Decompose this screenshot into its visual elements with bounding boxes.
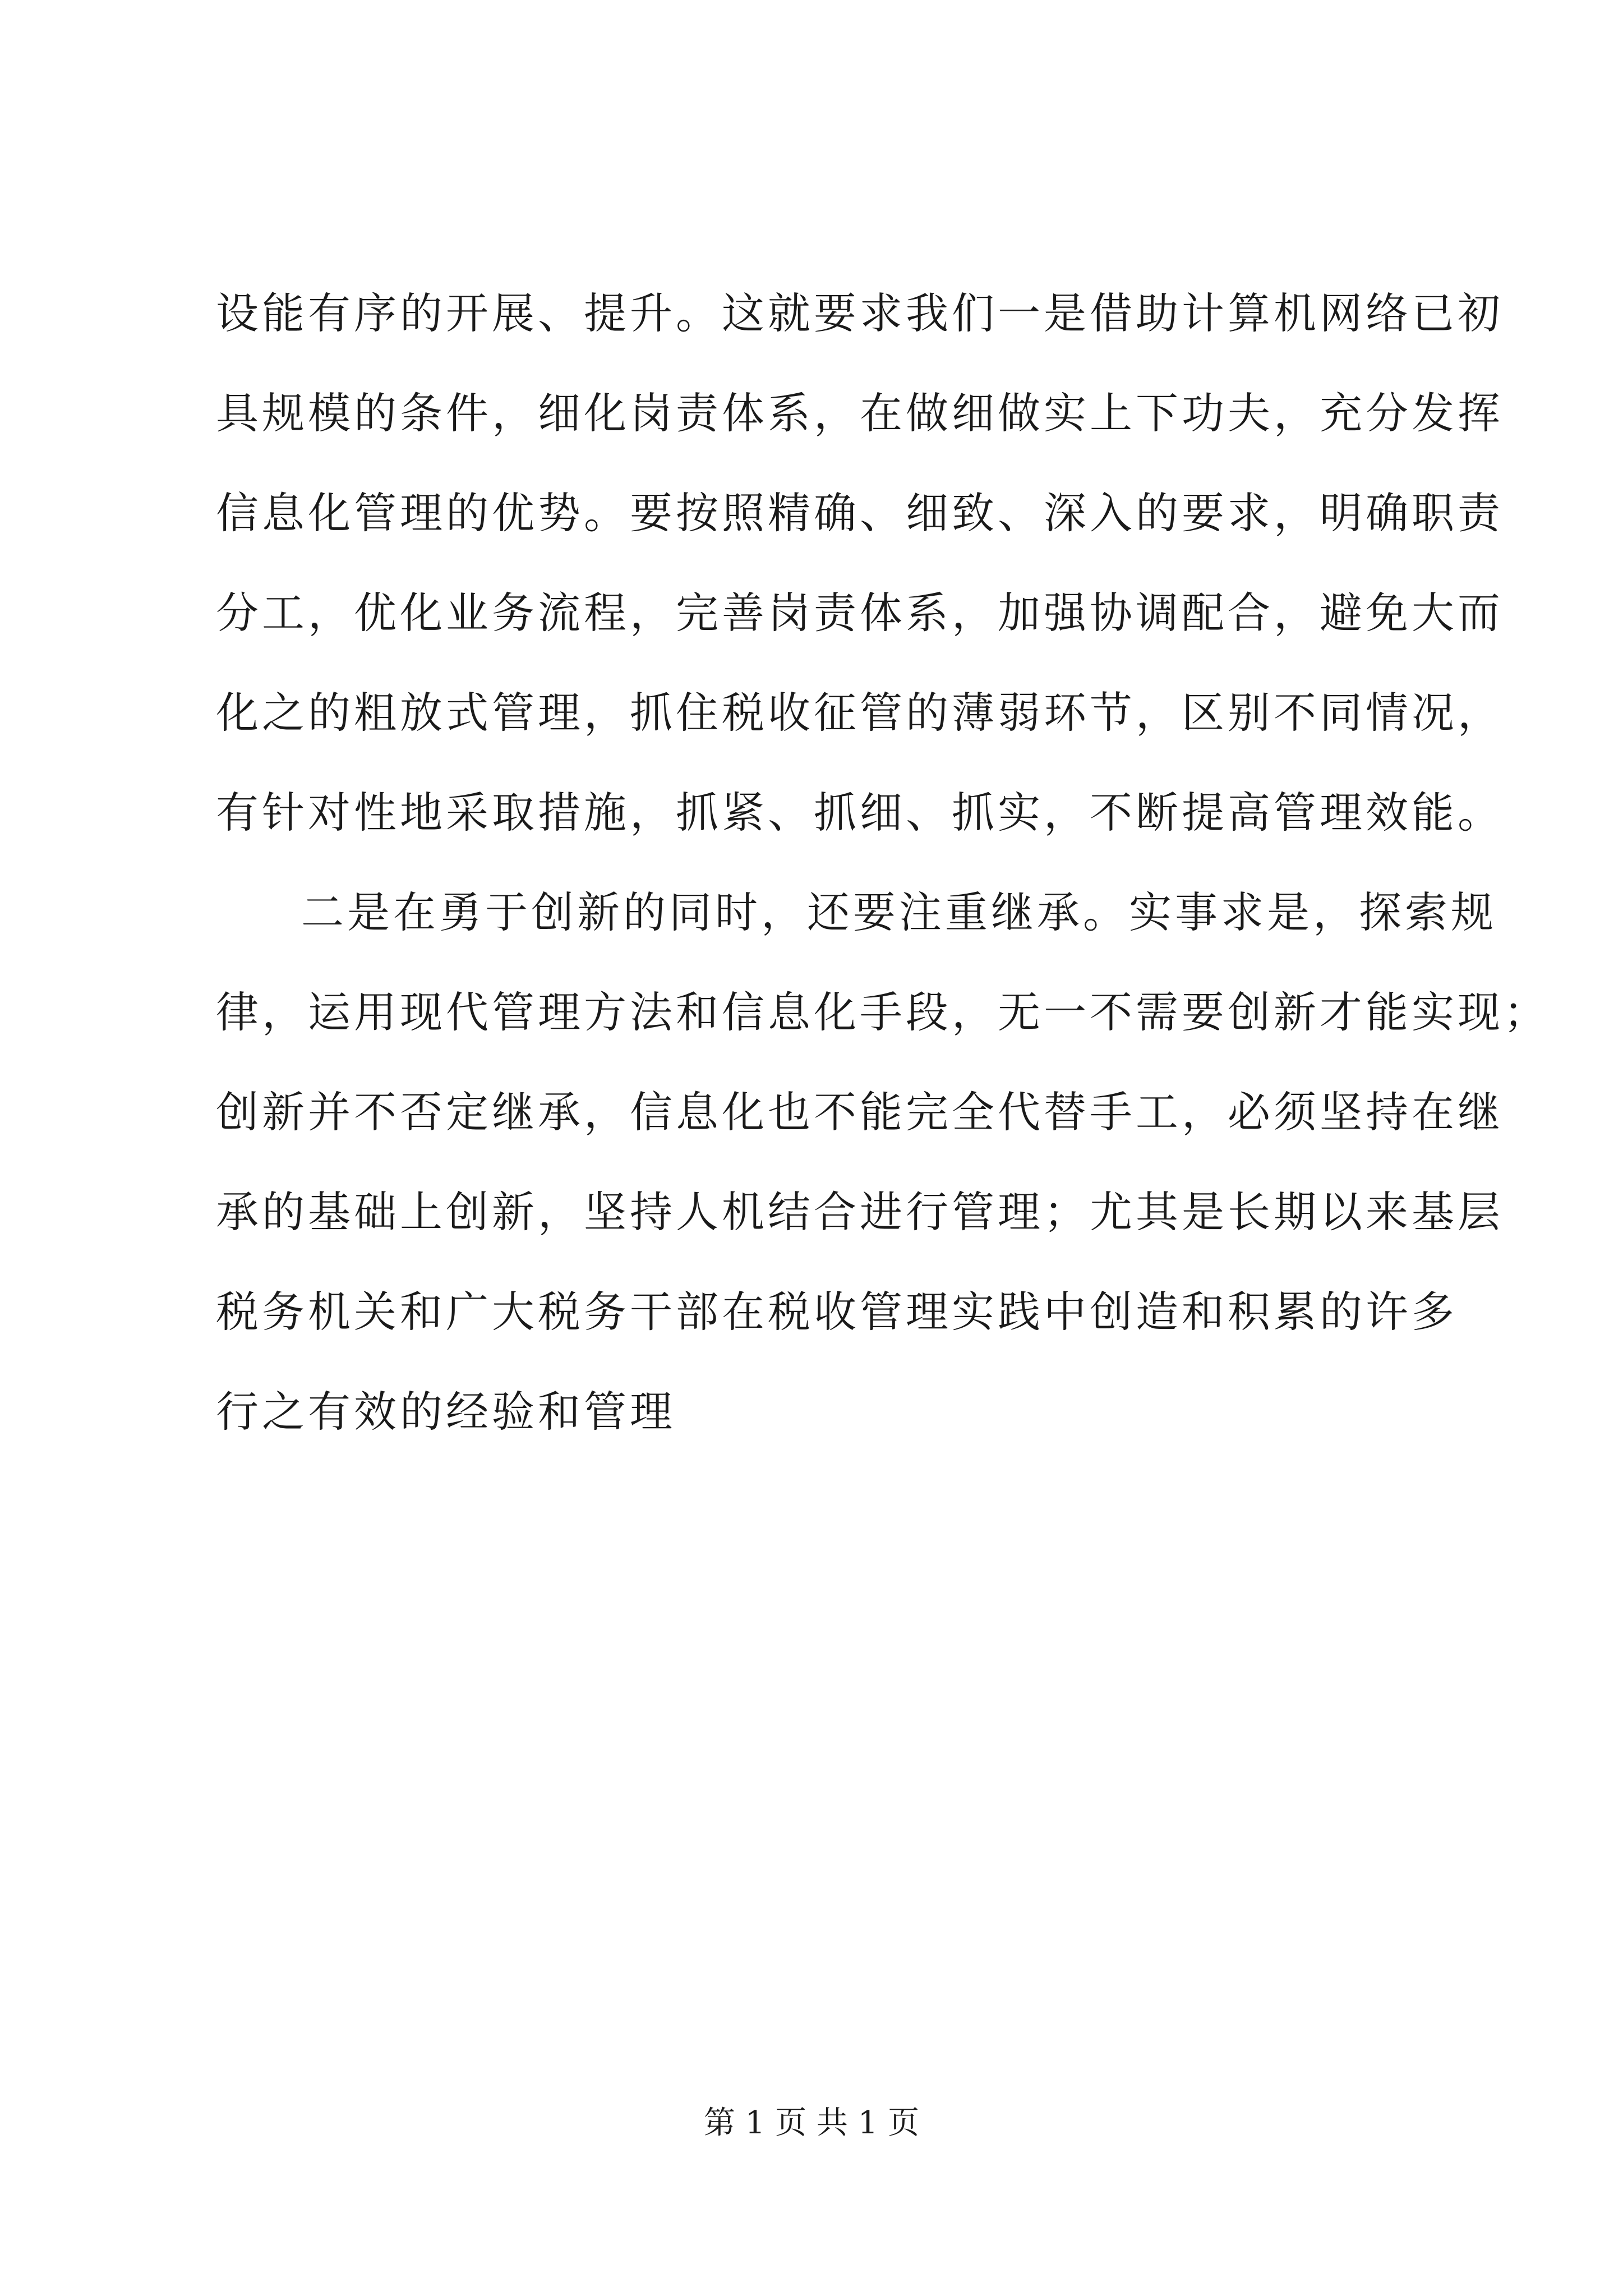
text-line: 承的基础上创新，坚持人机结合进行管理；尤其是长期以来基层 xyxy=(216,1187,1504,1237)
body-text xyxy=(216,264,1550,1462)
text-line: 信息化管理的优势。要按照精确、细致、深入的要求，明确职责 xyxy=(216,488,1504,538)
paragraph-start-line: 二是在勇于创新的同时，还要注重继承。实事求是，探索规 xyxy=(301,887,1497,937)
page-footer: 第 1 页 共 1 页 xyxy=(703,2105,920,2141)
text-line: 律，运用现代管理方法和信息化手段，无一不需要创新才能实现； xyxy=(216,987,1550,1037)
text-line: 有针对性地采取措施，抓紧、抓细、抓实，不断提高管理效能。 xyxy=(216,788,1504,838)
text-line: 设能有序的开展、提升。这就要求我们一是借助计算机网络已初 xyxy=(216,288,1504,338)
text-line: 创新并不否定继承，信息化也不能完全代替手工，必须坚持在继 xyxy=(216,1087,1504,1137)
text-line: 化之的粗放式管理，抓住税收征管的薄弱环节，区别不同情况， xyxy=(216,688,1504,738)
text-line: 税务机关和广大税务干部在税收管理实践中创造和积累的许多 xyxy=(216,1287,1458,1337)
text-line: 具规模的条件，细化岗责体系，在做细做实上下功夫，充分发挥 xyxy=(216,388,1504,438)
text-line: 分工，优化业务流程，完善岗责体系，加强协调配合，避免大而 xyxy=(216,588,1504,638)
text-line: 行之有效的经验和管理 xyxy=(216,1387,676,1437)
